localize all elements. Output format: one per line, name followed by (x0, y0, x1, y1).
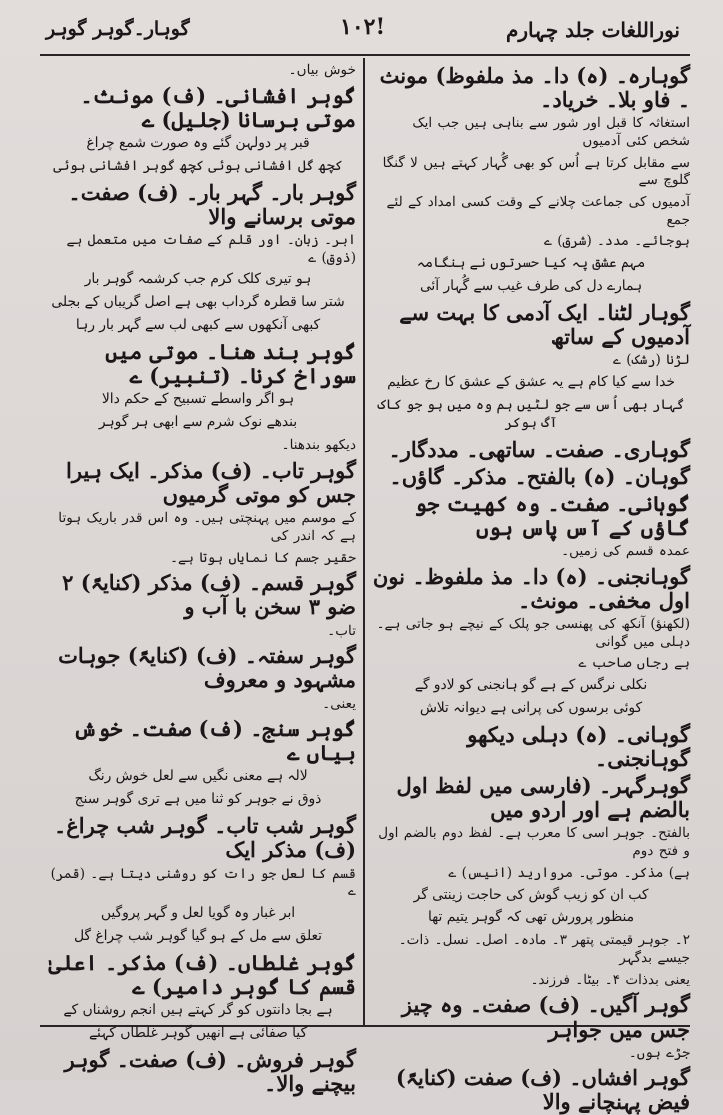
definition-line: خوش بیاں۔ (288, 62, 356, 78)
dictionary-entry-head: گوہارہ۔ (ہ) دا۔ مذ ملفوظ) مونث ۔ فاو بلا۔ خریاد۔ (379, 63, 690, 113)
verse-line: کیا صفائی ہے انھیں گوہر غلطاں کہئے (88, 1024, 308, 1041)
verse-line: کوئی برسوں کی پرانی ہے دیوانہ تلاش (419, 700, 643, 716)
definition-line: جڑے ہوں۔ (628, 1044, 690, 1061)
running-header (40, 14, 680, 50)
dictionary-entry-head: گوہانی۔ (ہ) دہلی دیکھو گوہانجنی۔ (467, 721, 690, 772)
verse-line: ہے بجا دانتوں کو گر کہتے ہیں انجم روشناں کے (63, 1002, 333, 1019)
verse-line: کب ان کو زیب گوش کی حاجت زینتی گر (413, 886, 649, 903)
definition-line: ہے رجاں صاحب ے (578, 655, 690, 672)
verse-line: کبھی آنکھوں سے کبھی لب سے گہر بار رہا (75, 317, 321, 334)
definition-line: تاب۔ (327, 622, 356, 639)
dictionary-entry-head: گوہر افشاں۔ (ف) صفت (کنایۃً) فیض پہنچانے والا (395, 1065, 690, 1115)
definition-line: ہوجائے۔ مدد۔ (شرق) ے (543, 233, 690, 250)
entry-range: گوہار۔گوہر گوہر (46, 18, 190, 40)
verse-line: گہار بھی اُس سے جو لٹیں ہم وہ میں ہو جو کاک آگ ہوکر (377, 396, 685, 431)
definition-line: سے مقابل کرتا ہے اُس کو بھی گُہار کہتے ہیں لا گنگا گلوچ سے (382, 154, 690, 189)
verse-line: ہو تیری کلک کرم جب کرشمہ گوہر بار (84, 271, 312, 288)
dictionary-entry-head: گوہر قسم۔ (ف) مذکر (کنایۃً) ۲ ضو ۳ سخن با آب و (62, 570, 356, 620)
verse-line: مہم عشق پہ کیا حسرتوں نے ہنگامہ (416, 254, 646, 271)
column-divider (363, 58, 365, 1025)
definition-line: لڑنا (رشک) ے (612, 352, 690, 369)
dictionary-entry-head: گوہر تاب۔ (ف) مذکر۔ ایک ہیرا جس کو موتی گرمیوں (66, 457, 356, 508)
right-column (372, 62, 690, 1115)
dictionary-entry-head: گوہر افشانی۔ (ف) مونث۔ موتی برسانا (جلیل) ے (80, 82, 356, 132)
definition-line: ابر۔ زبان۔ اور قلم کے صفات میں متعمل ہے (ذوق) ے (66, 232, 356, 266)
dictionary-entry-head: گوہرگہر۔ (فارسی میں لفظ اول بالضم ہے اور اردو میں (396, 773, 690, 823)
verse-line: خدا سے کیا کام ہے یہ عشق کے عشق کا رخ عظیم (387, 373, 675, 390)
verse-line: ذوق نے جوہر کو ثنا میں ہے تری گوہر سنج (74, 791, 322, 808)
dictionary-entry-head: گوہر فروش۔ (ف) صفت۔ گوہر بیچنے والا۔ (64, 1046, 356, 1097)
dictionary-entry-head: گوہر سفتہ۔ (ف) (کنایۃً) جوہات مشہود و معروف (58, 643, 356, 693)
dictionary-entry-head: گوہانجنی۔ (ہ) دا۔ مذ ملفوظ۔ نون اول مخفی۔ مونث۔ (372, 563, 690, 613)
dictionary-entry-head: گوہر شب تاب۔ گوہر شب چراغ۔ (ف) مذکر ایک (53, 813, 356, 863)
verse-line: لالہ ہے معنی نگیں سے لعل خوش رنگ (88, 768, 308, 785)
dictionary-entry-head: گوہر سنج۔ (ف) صفت۔ خوش بیاں ے (73, 716, 356, 766)
dictionary-entry-head: گوہر غلطاں۔ (ف) مذکر۔ اعلیٰ قسم کا گوہر دامیر) ے (48, 949, 356, 999)
definition-line: دیکھو بندھنا۔ (281, 437, 356, 454)
verse-line: قبر پر دولہن گئے وہ صورت شمع چراغ (86, 134, 310, 151)
page-number: ۱۰۲! (340, 14, 386, 40)
verse-line: کچھ گل افشانی ہوئی کچھ گوہر افشانی ہوئی (53, 157, 343, 174)
verse-line: ہو اگر واسطے تسبیح کے حکم دالا (101, 391, 295, 408)
definition-line: یعنی بدذات ۴۔ بیٹا۔ فرزند۔ (530, 971, 690, 988)
definition-line: آدمیوں کی جماعت چلانے کے وقت کسی امداد کے لئے جمع (386, 193, 690, 228)
dictionary-entry-head: گوہار لٹنا۔ ایک آدمی کا بہت سے آدمیوں کے ساتھ (399, 299, 690, 349)
verse-line: ابر غبار وہ گویا لعل و گہر پروگیں (100, 904, 296, 921)
verse-line: نکلی نرگس کے ہے گو ہانجنی کو لادو گے (414, 677, 648, 694)
definition-line: عمدہ قسم کی زمیں۔ (561, 543, 690, 560)
definition-line: حقیر جسم کا نمایاں ہوتا ہے۔ (170, 549, 356, 566)
dictionary-entry-head: گوہاری۔ صفت۔ ساتھی۔ مددگار۔ (388, 436, 690, 462)
dictionary-entry-head: گوہر آگیں۔ (ف) صفت۔ وہ چیز جس میں جواہر (401, 992, 690, 1042)
definition-line: قسم کا لعل جو رات کو روشنی دیتا ہے۔ (قمر) ے (50, 865, 356, 900)
verse-line: بندھے نوک شرم سے ابھی ہر گوہر (98, 414, 298, 431)
definition-line: یعنی۔ (322, 695, 356, 712)
dictionary-entry-head: گوہر بار۔ گہر بار۔ (ف) صفت۔ موتی برسانے والا (68, 179, 356, 229)
dictionary-entry-head: گوہانی۔ صفت۔ وہ کھیت جو گاؤں کے آس پاس ہوں (414, 490, 690, 540)
verse-line: تعلق سے مل کے ہو گیا گوہر شب چراغ گل (73, 927, 323, 944)
dictionary-entry-head: گوہان۔ (ہ) بالفتح۔ مذکر۔ گاؤں۔ (389, 463, 690, 489)
left-column (40, 62, 356, 1097)
definition-line: بالفتح۔ جوہر اسی کا معرب ہے۔ لفظ دوم بالضم اول و فتح دوم (378, 825, 690, 860)
verse-line: منظور پرورش تھی کہ گوہر یتیم تھا (427, 909, 635, 926)
definition-line: کے موسم میں پہنچتی ہیں۔ وہ اس قدر باریک ہوتا ہے کہ اندر کی (58, 510, 356, 544)
definition-line: ہے) مذکر۔ موتی۔ مروارید (انیس) ے (448, 864, 690, 881)
definition-line: (لکھنؤ) آنکھ کی پھنسی جو پلک کے نیچے ہو جاتی ہے۔ دہلی میں گوانی (376, 616, 690, 650)
definition-line: ۲۔ جوہر قیمتی پتھر ۳۔ مادہ۔ اصل۔ نسل۔ ذات۔ جیسے بدگہر (398, 932, 690, 967)
verse-line: ہمارے دل کی طرف غیب سے گُہار آئی (419, 277, 643, 294)
definition-line: استغاثہ کا قبل اور شور سے بناہی ہیں جب ایک شخص کئی آدمیوں (412, 115, 690, 149)
volume-title: نوراللغات جلد چہارم (505, 18, 680, 42)
top-rule (40, 54, 690, 56)
dictionary-entry-head: گوہر بند ھنا۔ موتی میں سوراخ کرنا۔ (تنبیر) ے (105, 339, 356, 389)
verse-line: شتر سا قطرہ گرداب بھی ہے اصل گریباں کے بجلی (51, 294, 345, 311)
